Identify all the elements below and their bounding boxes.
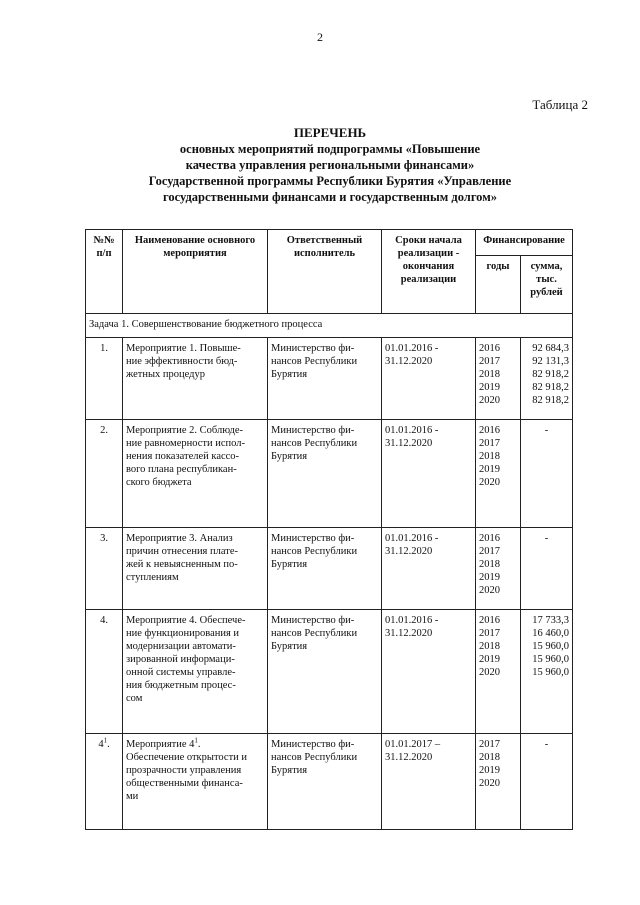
row-years: 2016 2017 2018 2019 2020 [476, 420, 521, 528]
row-num: 3. [86, 528, 123, 610]
row-dates: 01.01.2016 - 31.12.2020 [382, 610, 476, 734]
row-num: 4. [86, 610, 123, 734]
page-number: 2 [317, 30, 323, 44]
row-executor: Министерство фи- нансов Республики Бурятия [268, 420, 382, 528]
row-sums: 92 684,3 92 131,3 82 918,2 82 918,2 82 918,2 [521, 338, 573, 420]
row-name-sup: 1 [194, 736, 198, 745]
row-num-suffix: . [107, 739, 110, 750]
row-dates: 01.01.2016 - 31.12.2020 [382, 528, 476, 610]
table-label: Таблица 2 [532, 97, 588, 112]
row-sums: 17 733,3 16 460,0 15 960,0 15 960,0 15 960,0 [521, 610, 573, 734]
header-dates: Сроки начала реализации - окончания реализации [382, 230, 476, 314]
title-line-4: Государственной программы Республики Бурятия «Управление [148, 174, 512, 188]
header-years: годы [476, 256, 521, 314]
row-num: 1. [86, 338, 123, 420]
row-num: 2. [86, 420, 123, 528]
row-dates: 01.01.2017 – 31.12.2020 [382, 734, 476, 830]
table-row [86, 610, 573, 734]
row-years: 2016 2017 2018 2019 2020 [476, 528, 521, 610]
title-line-1: ПЕРЕЧЕНЬ [293, 125, 367, 140]
row-sums: - [521, 528, 573, 610]
row-name: Мероприятие 3. Анализ причин отнесения плате- жей к невыясненным по- ступлениям [123, 528, 268, 610]
row-name-rest: . Обеспечение открытости и прозрачности управления общественными финанса- ми [126, 739, 248, 802]
header-name: Наименование основного мероприятия [123, 230, 268, 314]
row-executor: Министерство фи- нансов Республики Бурятия [268, 528, 382, 610]
row-executor: Министерство фи- нансов Республики Бурятия [268, 338, 382, 420]
row-name: Мероприятие 1. Повыше- ние эффективности бюд- жетных процедур [123, 338, 268, 420]
row-sums: - [521, 420, 573, 528]
row-num-sup: 1 [103, 736, 108, 745]
row-name: Мероприятие 2. Соблюде- ние равномерности испол- нения показателей кассо- вого плана республикан- ского бюджета [123, 420, 268, 528]
document-title [70, 125, 590, 205]
measures-table [85, 229, 573, 830]
row-executor: Министерство фи- нансов Республики Бурятия [268, 734, 382, 830]
header-num: №№ п/п [86, 230, 123, 314]
table-row [86, 338, 573, 420]
table-row [86, 528, 573, 610]
row-sums: - [521, 734, 573, 830]
header-executor: Ответственный исполнитель [268, 230, 382, 314]
row-years: 2016 2017 2018 2019 2020 [476, 338, 521, 420]
row-years: 2016 2017 2018 2019 2020 [476, 610, 521, 734]
row-dates: 01.01.2016 - 31.12.2020 [382, 338, 476, 420]
title-line-5: государственными финансами и государственным долгом» [163, 190, 497, 204]
title-line-3: качества управления региональными финансами» [185, 158, 475, 172]
row-name-prefix: Мероприятие 4 [126, 739, 195, 750]
header-sum: сумма, тыс. рублей [521, 256, 573, 314]
row-dates: 01.01.2016 - 31.12.2020 [382, 420, 476, 528]
task-1-heading: Задача 1. Совершенствование бюджетного процесса [86, 314, 573, 338]
row-num-main: 4 [98, 739, 104, 750]
table-row [86, 734, 573, 830]
title-line-2: основных мероприятий подпрограммы «Повышение [179, 142, 481, 156]
row-num [86, 734, 123, 830]
row-name [123, 734, 268, 830]
row-executor: Министерство фи- нансов Республики Бурятия [268, 610, 382, 734]
header-financing: Финансирование [476, 230, 573, 256]
row-years: 2017 2018 2019 2020 [476, 734, 521, 830]
row-name: Мероприятие 4. Обеспече- ние функционирования и модернизации автомати- зированной информаци- онной системы управле- ния бюджетным процес- сом [123, 610, 268, 734]
table-row [86, 420, 573, 528]
